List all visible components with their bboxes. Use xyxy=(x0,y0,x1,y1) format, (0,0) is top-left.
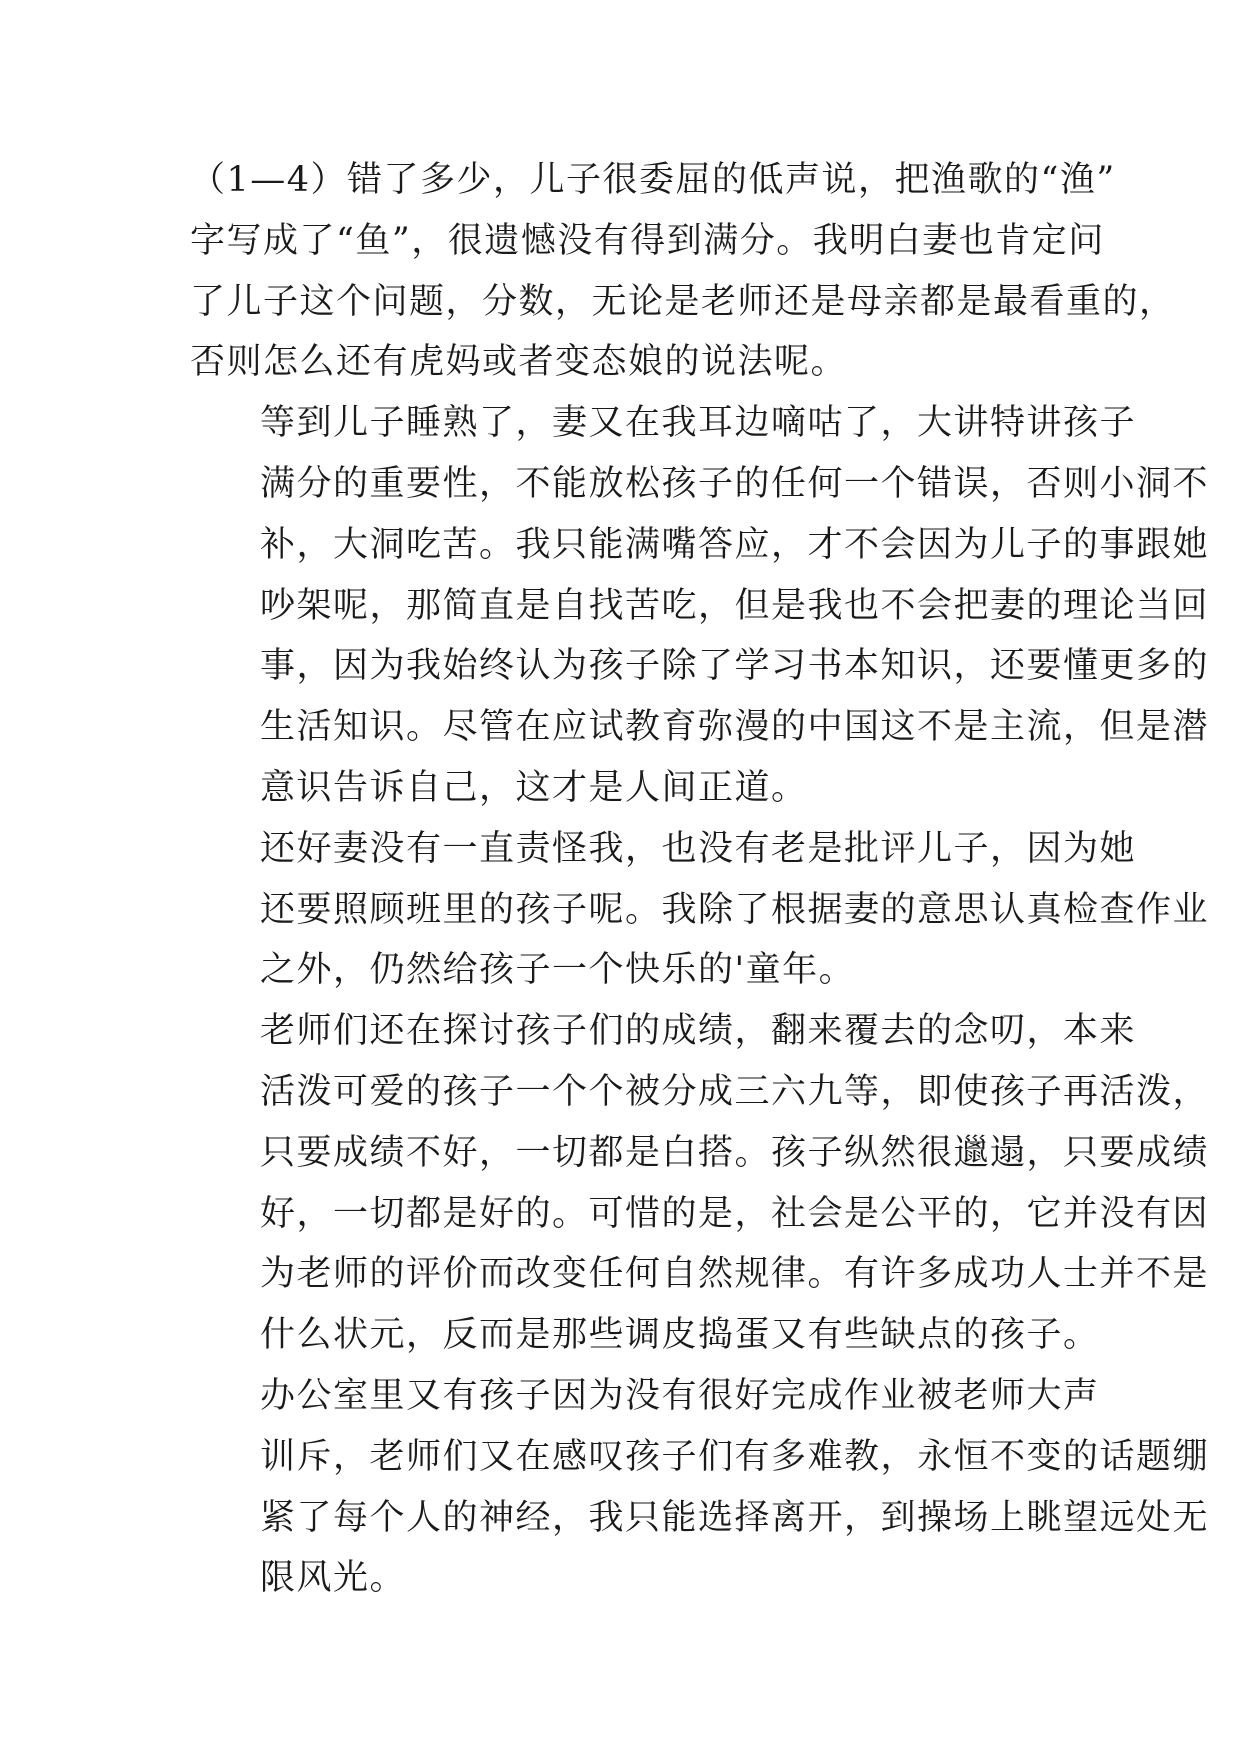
paragraph xyxy=(190,150,1176,393)
text-line: 为老师的评价而改变任何自然规律。有许多成功人士并不是 xyxy=(260,1254,1210,1295)
text-line: （1—4）错了多少，儿子很委屈的低声说，把渔歌的“渔” xyxy=(190,160,1116,200)
text-line: 事，因为我始终认为孩子除了学习书本知识，还要懂更多的 xyxy=(260,646,1210,687)
text-line: 字写成了“鱼”，很遗憾没有得到满分。我明白妻也肯定问 xyxy=(190,220,1105,261)
document-body xyxy=(190,150,1210,1609)
text-line: 只要成绩不好，一切都是白搭。孩子纵然很邋遢，只要成绩 xyxy=(260,1132,1210,1173)
text-line: 好，一切都是好的。可惜的是，社会是公平的，它并没有因 xyxy=(260,1193,1210,1234)
text-line: 了儿子这个问题，分数，无论是老师还是母亲都是最看重的， xyxy=(190,281,1176,322)
text-line: 意识告诉自己，这才是人间正道。 xyxy=(260,767,808,808)
paragraph xyxy=(190,1366,1210,1609)
text-line: 满分的重要性，不能放松孩子的任何一个错误，否则小洞不 xyxy=(260,463,1210,504)
text-line: 之外，仍然给孩子一个快乐的'童年。 xyxy=(260,950,856,991)
text-line: 否则怎么还有虎妈或者变态娘的说法呢。 xyxy=(190,342,848,383)
text-line: 吵架呢，那简直是自找苦吃，但是我也不会把妻的理论当回 xyxy=(260,585,1210,626)
text-line: 什么状元，反而是那些调皮捣蛋又有些缺点的孩子。 xyxy=(260,1315,1100,1356)
text-line: 训斥，老师们又在感叹孩子们有多难教，永恒不变的话题绷 xyxy=(260,1436,1210,1477)
text-line: 限风光。 xyxy=(260,1558,407,1599)
text-line: 紧了每个人的神经，我只能选择离开，到操场上眺望远处无 xyxy=(260,1497,1210,1538)
text-line: 活泼可爱的孩子一个个被分成三六九等，即使孩子再活泼， xyxy=(260,1071,1210,1112)
text-line: 办公室里又有孩子因为没有很好完成作业被老师大声 xyxy=(260,1375,1100,1416)
paragraph xyxy=(190,393,1210,819)
text-line: 老师们还在探讨孩子们的成绩，翻来覆去的念叨，本来 xyxy=(260,1011,1137,1052)
text-line: 补，大洞吃苦。我只能满嘴答应，才不会因为儿子的事跟她 xyxy=(260,524,1210,565)
text-line: 等到儿子睡熟了，妻又在我耳边嘀咕了，大讲特讲孩子 xyxy=(260,403,1137,444)
paragraph xyxy=(190,819,1210,1001)
paragraph xyxy=(190,1001,1210,1366)
text-line: 生活知识。尽管在应试教育弥漫的中国这不是主流，但是潜 xyxy=(260,707,1210,748)
text-line: 还要照顾班里的孩子呢。我除了根据妻的意思认真检查作业 xyxy=(260,889,1210,930)
text-line: 还好妻没有一直责怪我，也没有老是批评儿子，因为她 xyxy=(260,828,1137,869)
